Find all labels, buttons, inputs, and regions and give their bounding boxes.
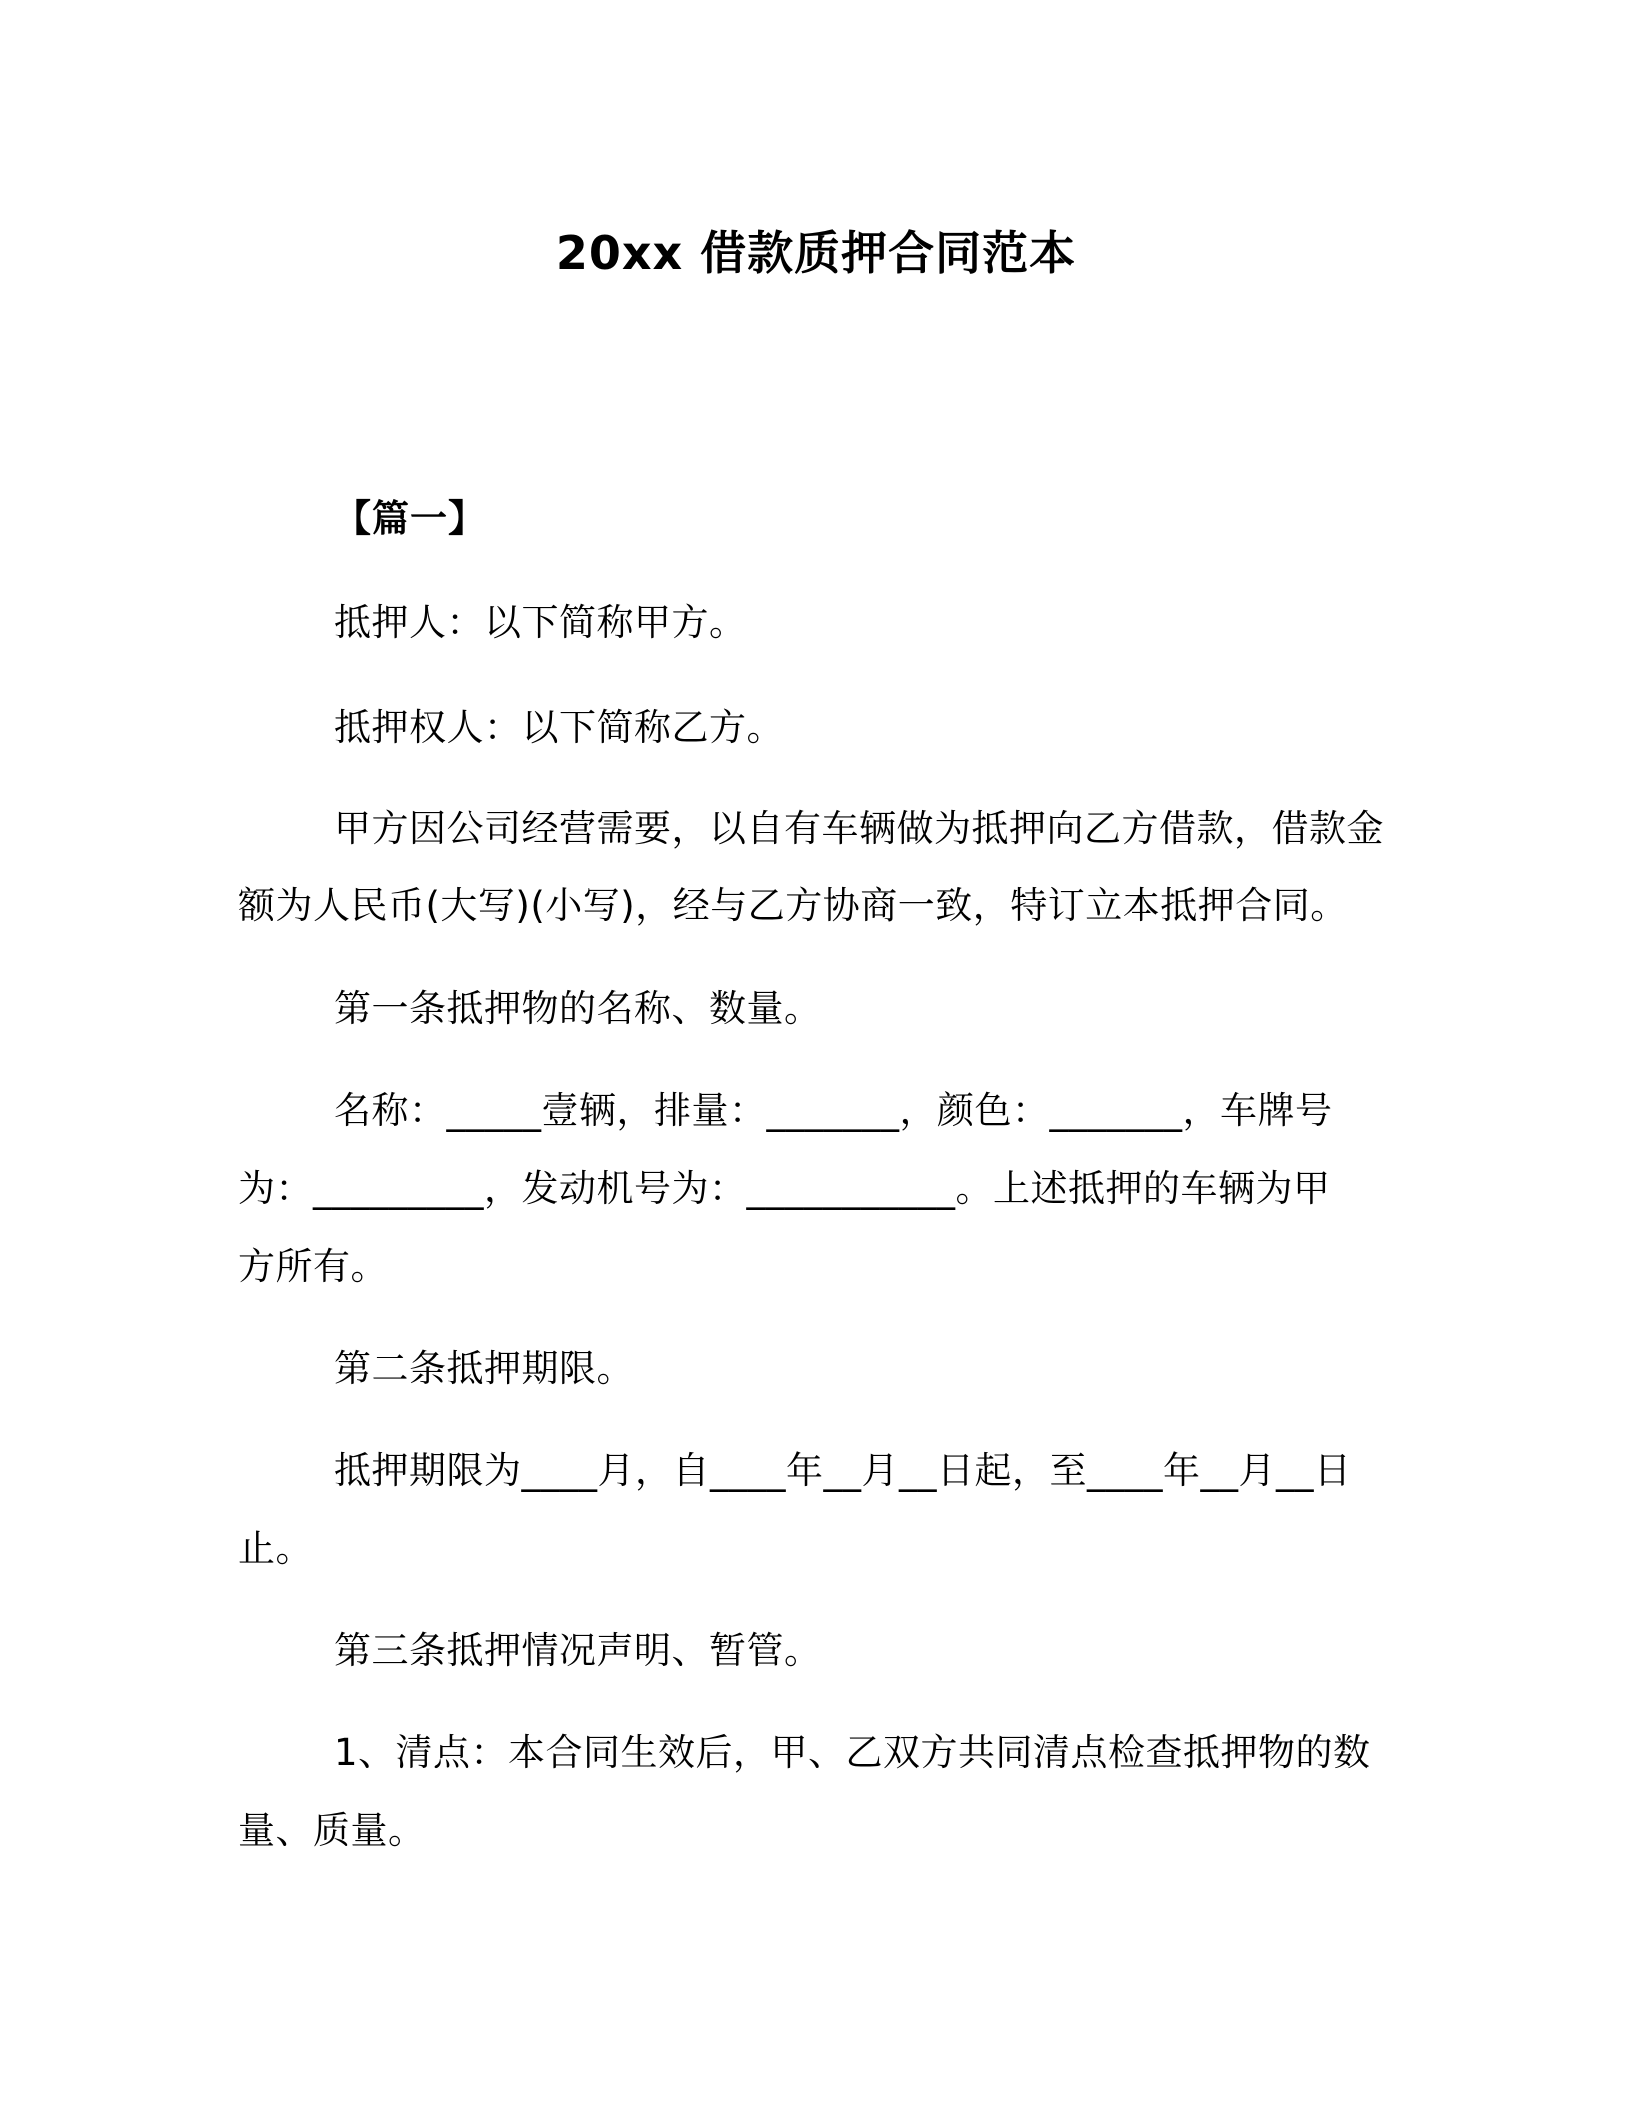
paragraph-line: 止。 [238, 1527, 313, 1570]
paragraph-line: 抵押权人：以下简称乙方。 [334, 706, 784, 749]
paragraph-line: 甲方因公司经营需要，以自有车辆做为抵押向乙方借款，借款金 [334, 807, 1384, 850]
paragraph-line: 为：_________，发动机号为：___________。上述抵押的车辆为甲 [238, 1167, 1331, 1210]
paragraph-line: 方所有。 [238, 1245, 388, 1288]
paragraph-line: 第一条抵押物的名称、数量。 [334, 987, 822, 1030]
paragraph-line: 1、清点：本合同生效后，甲、乙双方共同清点检查抵押物的数 [334, 1731, 1371, 1774]
paragraph-line: 抵押人：以下简称甲方。 [334, 601, 747, 644]
paragraph-line: 第二条抵押期限。 [334, 1347, 634, 1390]
paragraph-line: 量、质量。 [238, 1809, 426, 1852]
section-label: 【篇一】 [334, 497, 486, 540]
paragraph-line: 抵押期限为____月，自____年__月__日起，至____年__月__日 [334, 1449, 1352, 1492]
paragraph-line: 额为人民币(大写)(小写)，经与乙方协商一致，特订立本抵押合同。 [238, 884, 1348, 927]
paragraph-line: 第三条抵押情况声明、暂管。 [334, 1629, 822, 1672]
paragraph-line: 名称：_____壹辆，排量：_______，颜色：_______，车牌号 [334, 1089, 1333, 1132]
document-title: 20xx 借款质押合同范本 [555, 226, 1077, 280]
